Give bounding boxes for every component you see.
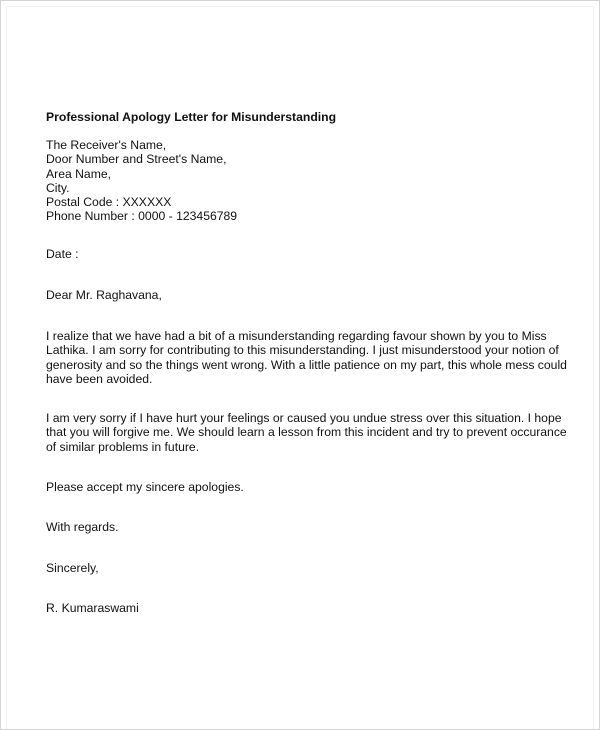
address-line: Door Number and Street's Name, — [46, 152, 227, 167]
closing-line — [46, 561, 576, 575]
letter-title: Professional Apology Letter for Misunderstanding — [46, 110, 337, 124]
address-line: Area Name, — [46, 166, 112, 181]
paragraph-line: generosity and so the things went wrong. With a little patience on my part, this whole mess could — [46, 357, 567, 372]
paragraph-1 — [46, 329, 576, 386]
address-line: City. — [46, 180, 70, 195]
signature-text: R. Kumaraswami — [46, 601, 139, 615]
date-label: Date : — [46, 247, 79, 261]
paragraph-line: I am very sorry if I have hurt your feelings or caused you undue stress over this situation. I hope — [46, 411, 562, 425]
receiver-address — [46, 138, 576, 224]
signature-line — [46, 601, 576, 615]
address-line: Postal Code : XXXXXX — [46, 195, 172, 210]
paragraph-line: Lathika. I am sorry for contributing to this misunderstanding. I just misunderstood your notion of — [46, 343, 559, 358]
paragraph-line: I realize that we have had a bit of a misunderstanding regarding favour shown by you to Miss — [46, 329, 547, 343]
paragraph-2 — [46, 411, 576, 454]
apology-line — [46, 480, 576, 494]
salutation — [46, 288, 576, 302]
address-line: The Receiver's Name, — [46, 138, 167, 152]
regards-text: With regards. — [46, 520, 119, 534]
paragraph-line: have been avoided. — [46, 371, 153, 386]
paragraph-line: that you will forgive me. We should learn a lesson from this incident and try to prevent occurance — [46, 425, 567, 440]
address-line: Phone Number : 0000 - 123456789 — [46, 209, 238, 224]
date-line — [46, 247, 576, 261]
regards-line — [46, 520, 576, 534]
closing-text: Sincerely, — [46, 561, 99, 575]
paragraph-line: of similar problems in future. — [46, 439, 200, 454]
apology-text: Please accept my sincere apologies. — [46, 480, 244, 494]
salutation-text: Dear Mr. Raghavana, — [46, 288, 162, 302]
